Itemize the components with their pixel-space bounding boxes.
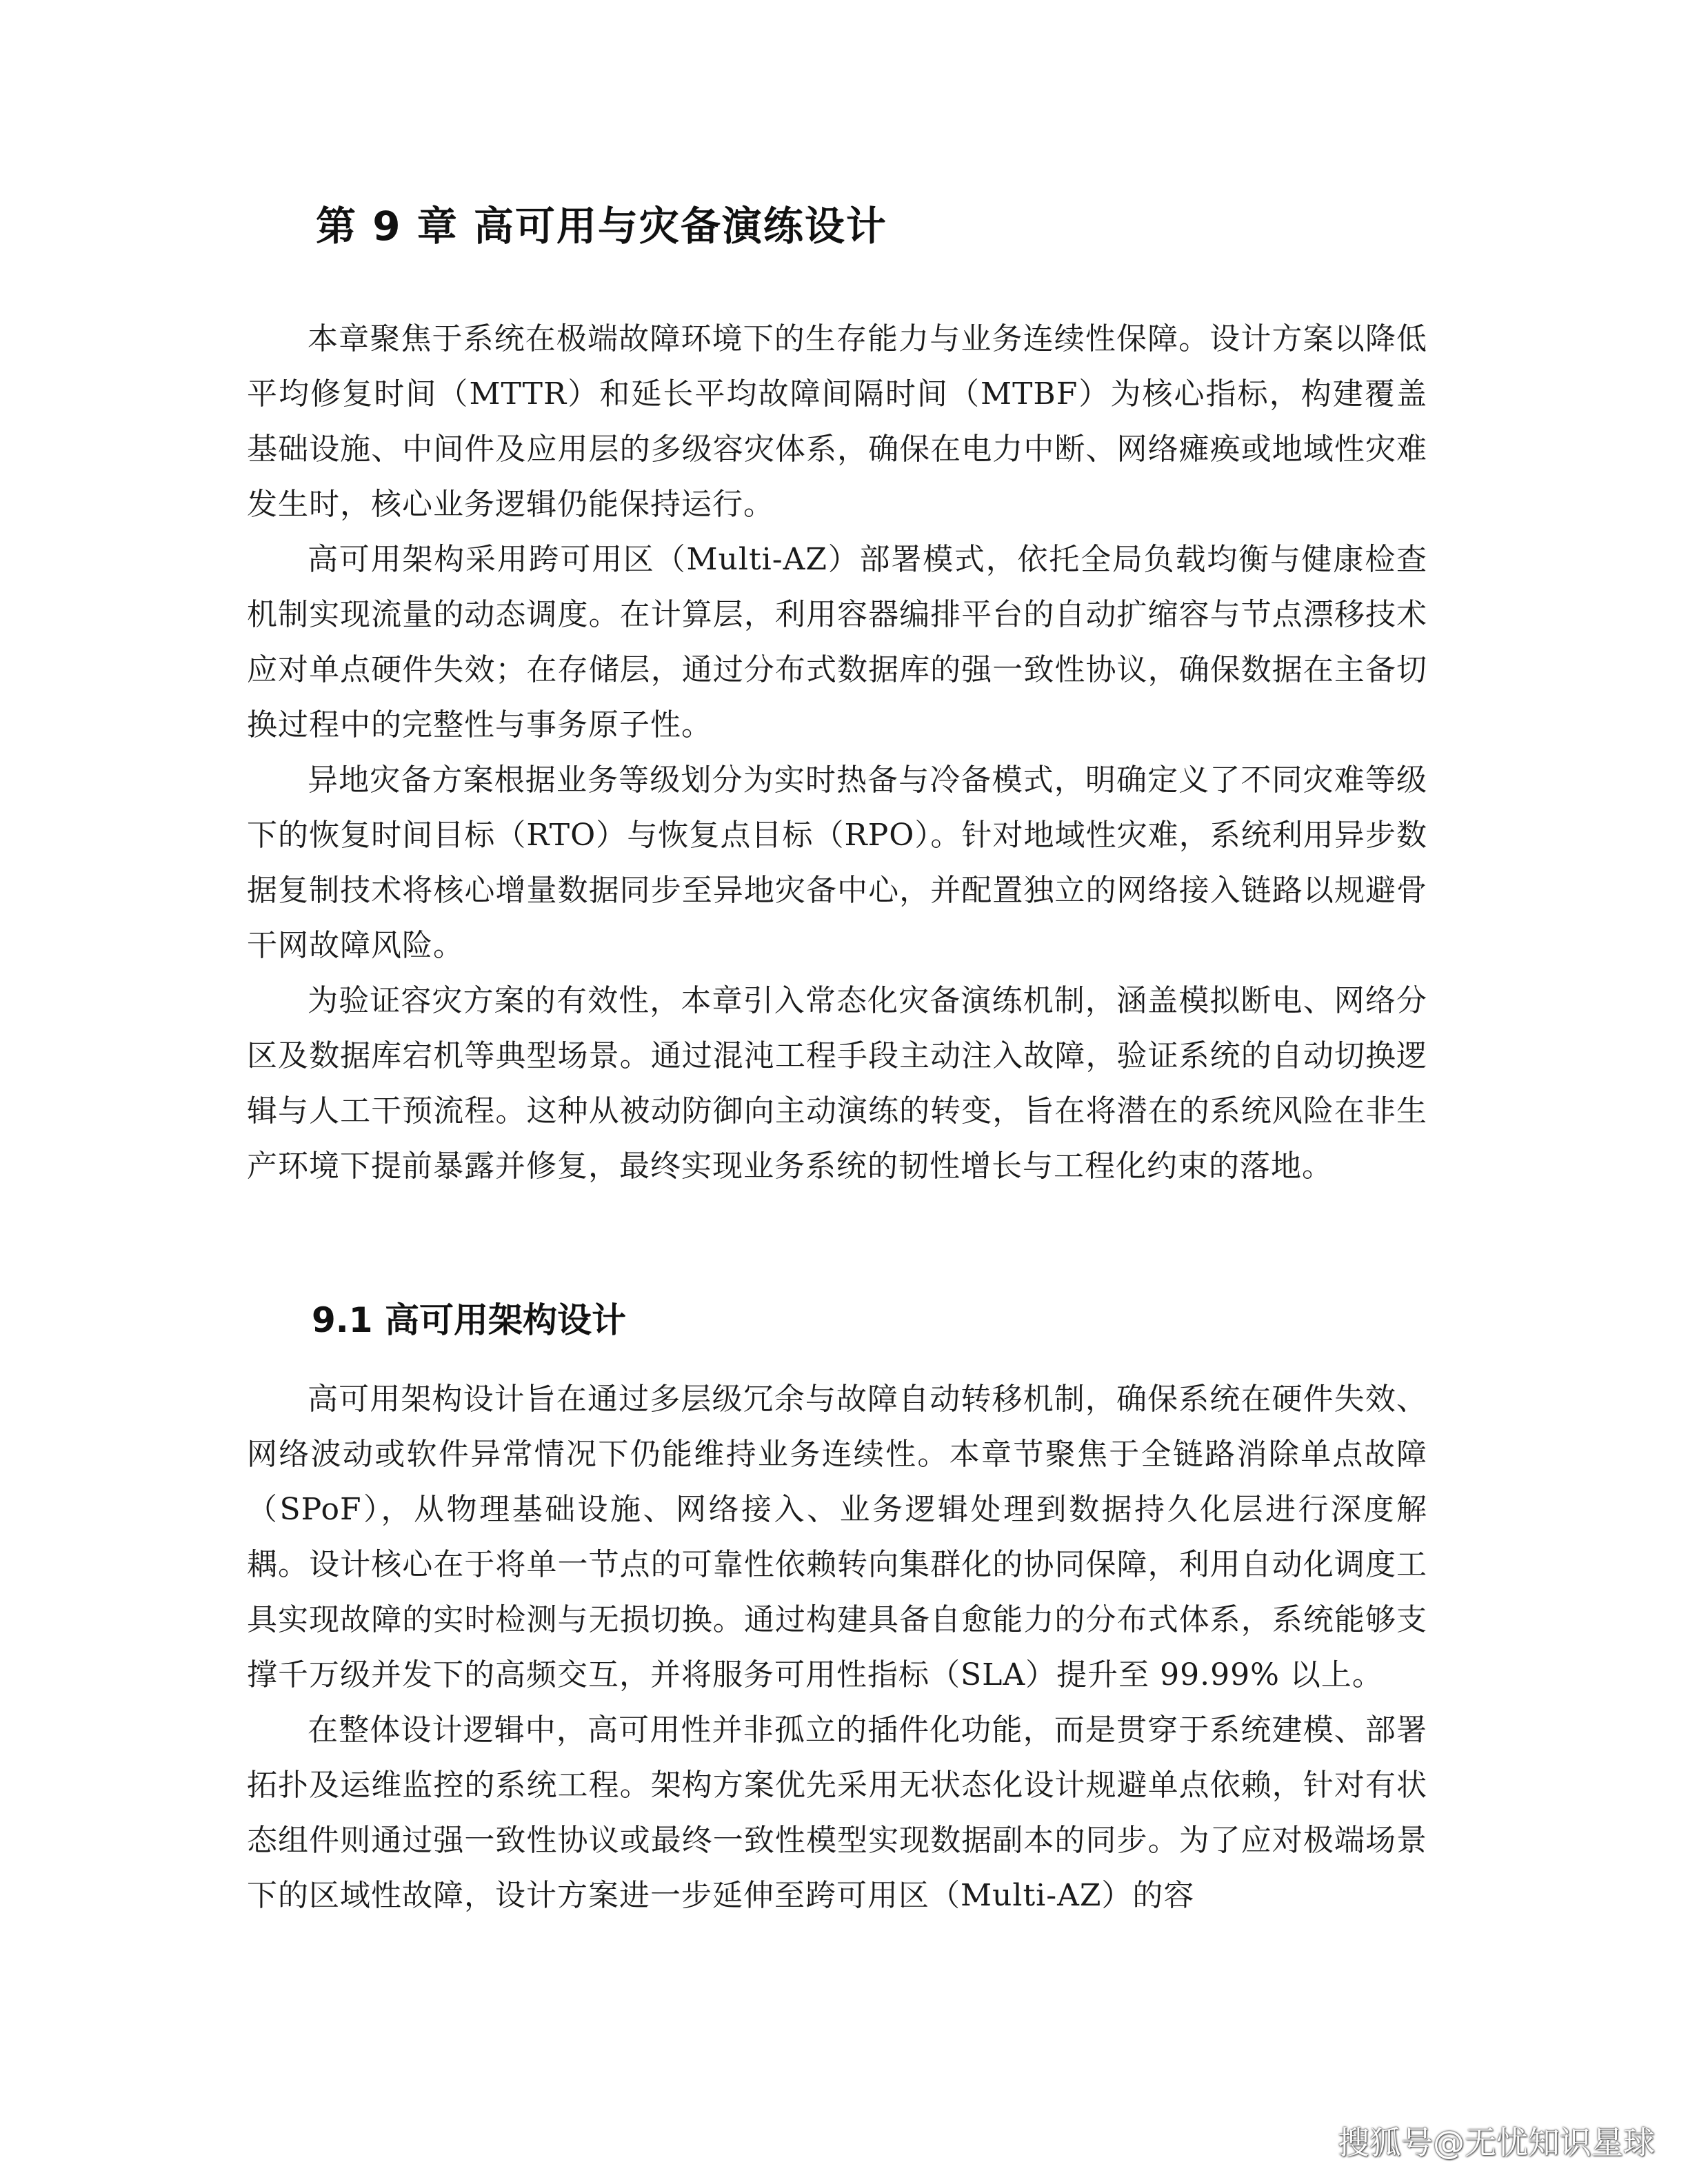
chapter-paragraph-1: 本章聚焦于系统在极端故障环境下的生存能力与业务连续性保障。设计方案以降低平均修复时间（MTTR）和延长平均故障间隔时间（MTBF）为核心指标，构建覆盖基础设施、中间件及应用层的多级容灾体系，确保在电力中断、网络瘫痪或地域性灾难发生时，核心业务逻辑仍能保持运行。 bbox=[247, 321, 1427, 522]
section-paragraph-1: 高可用架构设计旨在通过多层级冗余与故障自动转移机制，确保系统在硬件失效、网络波动或软件异常情况下仍能维持业务连续性。本章节聚焦于全链路消除单点故障（SPoF），从物理基础设施、网络接入、业务逻辑处理到数据持久化层进行深度解耦。设计核心在于将单一节点的可靠性依赖转向集群化的协同保障，利用自动化调度工具实现故障的实时检测与无损切换。通过构建具备自愈能力的分布式体系，系统能够支撑千万级并发下的高频交互，并将服务可用性指标（SLA）提升至 99.99% 以上。 bbox=[247, 1382, 1427, 1692]
chapter-paragraph-3: 异地灾备方案根据业务等级划分为实时热备与冷备模式，明确定义了不同灾难等级下的恢复时间目标（RTO）与恢复点目标（RPO）。针对地域性灾难，系统利用异步数据复制技术将核心增量数据同步至异地灾备中心，并配置独立的网络接入链路以规避骨干网故障风险。 bbox=[247, 762, 1427, 963]
watermark: 搜狐号@无忧知识星球 bbox=[1338, 2124, 1655, 2161]
chapter-title: 第 9 章 高可用与灾备演练设计 bbox=[316, 203, 887, 250]
chapter-paragraph-4: 为验证容灾方案的有效性，本章引入常态化灾备演练机制，涵盖模拟断电、网络分区及数据库宕机等典型场景。通过混沌工程手段主动注入故障，验证系统的自动切换逻辑与人工干预流程。这种从被动防御向主动演练的转变，旨在将潜在的系统风险在非生产环境下提前暴露并修复，最终实现业务系统的韧性增长与工程化约束的落地。 bbox=[247, 983, 1427, 1184]
chapter-intro-body bbox=[247, 312, 1427, 1194]
section-title: 9.1 高可用架构设计 bbox=[312, 1300, 626, 1340]
section-paragraph-2: 在整体设计逻辑中，高可用性并非孤立的插件化功能，而是贯穿于系统建模、部署拓扑及运维监控的系统工程。架构方案优先采用无状态化设计规避单点依赖，针对有状态组件则通过强一致性协议或最终一致性模型实现数据副本的同步。为了应对极端场景下的区域性故障，设计方案进一步延伸至跨可用区（Multi-AZ）的容 bbox=[247, 1712, 1427, 1913]
chapter-paragraph-2: 高可用架构采用跨可用区（Multi-AZ）部署模式，依托全局负载均衡与健康检查机制实现流量的动态调度。在计算层，利用容器编排平台的自动扩缩容与节点漂移技术应对单点硬件失效；在存储层，通过分布式数据库的强一致性协议，确保数据在主备切换过程中的完整性与事务原子性。 bbox=[247, 542, 1427, 742]
section-body bbox=[247, 1372, 1427, 1923]
